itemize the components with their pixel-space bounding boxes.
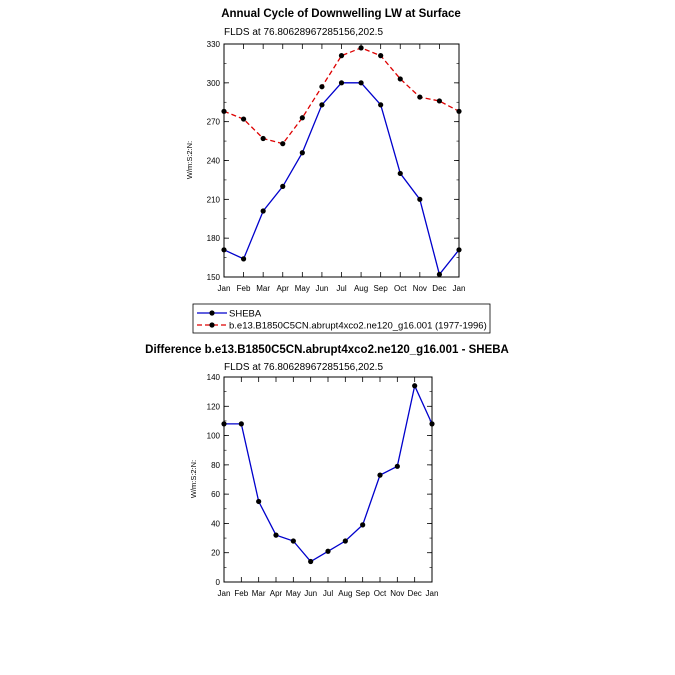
series-1-point [398,76,403,81]
x-tick-label: Dec [432,284,447,293]
x-tick-label: Jan [452,284,466,293]
series-0-point [377,473,382,478]
y-tick-label: 240 [206,156,220,166]
x-tick-label: Jun [304,589,318,598]
series-line-0 [224,386,432,562]
series-0-point [378,102,383,107]
x-tick-label: Feb [234,589,249,598]
series-0-point [261,208,266,213]
chart-1-ylabel: W/m:S:2:N: [185,140,194,180]
y-tick-label: 60 [211,490,220,500]
y-tick-label: 120 [206,402,220,412]
chart-2-ylabel: W/m:S:2:N: [189,459,198,499]
series-line-0 [224,83,459,275]
series-0-point [429,421,434,426]
x-tick-label: Jan [217,284,231,293]
y-tick-label: 0 [215,578,220,587]
x-tick-label: Sep [355,589,370,598]
series-0-point [358,80,363,85]
series-0-point [456,247,461,252]
series-1-point [241,116,246,121]
x-tick-label: Feb [236,284,251,293]
series-1-point [456,109,461,114]
chart-2-plot-area [207,373,439,598]
series-1-point [280,141,285,146]
series-0-point [241,256,246,261]
x-tick-label: Sep [373,284,388,293]
y-tick-label: 80 [211,460,220,470]
chart-1-legend [193,304,490,333]
x-tick-label: Jan [425,589,439,598]
x-tick-label: Nov [390,589,405,598]
series-1-point [358,45,363,50]
y-tick-label: 100 [206,431,220,441]
x-tick-label: Apr [276,284,289,293]
legend-marker-model [209,322,214,327]
series-0-point [256,499,261,504]
series-0-point [398,171,403,176]
chart-1-subtitle: FLDS at 76.80628967285156,202.5 [224,27,384,38]
series-1-point [300,115,305,120]
chart-1 [185,8,490,333]
x-tick-label: Mar [256,284,271,293]
series-0-point [319,102,324,107]
chart-2-title: Difference b.e13.B1850C5CN.abrupt4xco2.ne120_g16.001 - SHEBA [145,344,509,356]
series-0-point [339,80,344,85]
plot-frame [224,44,459,277]
series-0-point [343,538,348,543]
series-0-point [437,272,442,277]
chart-2-subtitle: FLDS at 76.80628967285156,202.5 [224,362,384,373]
y-tick-label: 20 [211,548,220,558]
x-tick-label: Oct [394,284,407,293]
series-0-point [325,549,330,554]
x-tick-label: Jul [322,589,334,598]
series-0-point [221,421,226,426]
x-tick-label: Mar [251,589,266,598]
series-0-point [239,421,244,426]
series-line-1 [224,48,459,144]
y-tick-label: 150 [206,273,220,282]
chart-1-plot-area [207,40,466,293]
series-0-point [308,559,313,564]
y-tick-label: 270 [206,117,220,127]
series-1-point [221,109,226,114]
chart-2 [145,344,509,598]
y-tick-label: 40 [211,519,220,529]
series-1-point [319,84,324,89]
x-tick-label: Jan [217,589,231,598]
series-0-point [417,197,422,202]
x-tick-label: Jul [336,284,347,293]
legend-marker-sheba [209,310,214,315]
series-0-point [395,464,400,469]
x-tick-label: Aug [353,284,369,293]
y-tick-label: 140 [206,373,220,382]
series-1-point [261,136,266,141]
legend-label-sheba: SHEBA [229,308,262,320]
x-tick-label: Nov [412,284,427,293]
series-0-point [221,247,226,252]
series-1-point [417,94,422,99]
x-tick-label: Dec [407,589,422,598]
series-1-point [378,53,383,58]
legend-label-model: b.e13.B1850C5CN.abrupt4xco2.ne120_g16.001 (1977-1996) [229,320,487,332]
series-0-point [291,538,296,543]
x-tick-label: Oct [373,589,387,598]
x-tick-label: May [294,284,310,293]
series-0-point [280,184,285,189]
series-0-point [360,522,365,527]
series-0-point [273,533,278,538]
y-tick-label: 330 [206,40,220,49]
x-tick-label: Aug [338,589,353,598]
y-tick-label: 300 [206,78,220,88]
chart-1-title: Annual Cycle of Downwelling LW at Surface [221,8,461,20]
series-0-point [412,383,417,388]
series-1-point [437,98,442,103]
x-tick-label: Jun [315,284,329,293]
y-tick-label: 210 [206,195,220,205]
series-1-point [339,53,344,58]
x-tick-label: May [285,589,301,598]
y-tick-label: 180 [206,234,220,244]
x-tick-label: Apr [269,589,283,598]
series-0-point [300,150,305,155]
